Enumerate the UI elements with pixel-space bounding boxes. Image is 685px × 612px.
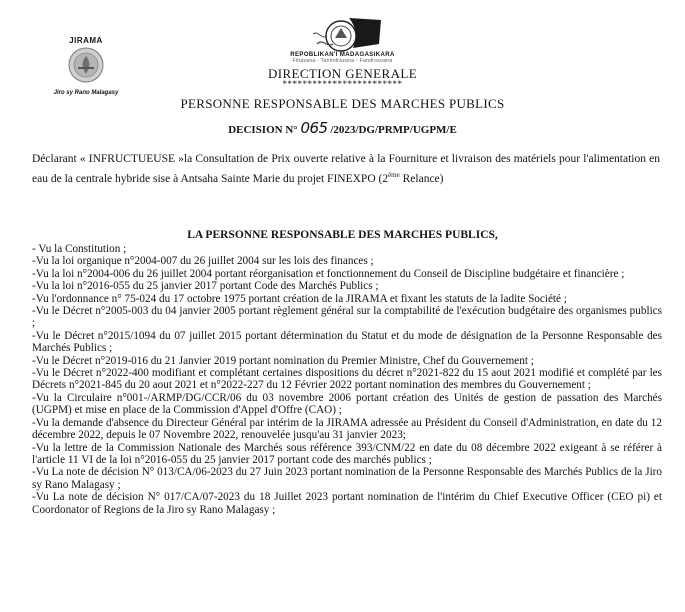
declarant-superscript: ème: [388, 171, 400, 179]
republic-seal-icon: [305, 14, 385, 56]
decision-number: 065: [300, 119, 328, 137]
authority-title: PERSONNE RESPONSABLE DES MARCHES PUBLICS: [180, 96, 505, 111]
direction-title: DIRECTION GENERALE: [267, 66, 418, 81]
decision-prefix: DECISION N°: [228, 124, 298, 136]
vu-item: -Vu le Décret n°2022-400 modifiant et complétant certaines dispositions du décret n°2021-822 du 15 aout 2021 modifié et complété par les Décrets n°2021-845 du 20 aout 2021 et n°2022-227 du 12 Février 2022 portant nomination des membres du Gouvernement ;: [32, 367, 662, 392]
vu-item: -Vu la loi organique n°2004-007 du 26 juillet 2004 sur les lois des finances ;: [32, 255, 374, 268]
vu-item: -Vu la loi n°2004-006 du 26 juillet 2004 portant réorganisation et fonctionnement du Conseil de Discipline budgétaire et financière ;: [32, 267, 625, 280]
jirama-logo-name: JIRAMA: [69, 36, 103, 45]
jirama-logo-tagline: Jiro sy Rano Malagasy: [53, 90, 119, 96]
declarant-tail: Relance): [399, 172, 444, 185]
vu-item: -Vu la Circulaire n°001-/ARMP/DG/CCR/06 du 03 novembre 2006 portant création des Unités de gestion de passation des Marchés (UGPM) et mise en place de la Commission d'Appel d'Offre (CAO) ;: [32, 391, 662, 417]
section-heading: LA PERSONNE RESPONSABLE DES MARCHES PUBLICS,: [187, 229, 498, 241]
vu-item: -Vu La note de décision N° 017/CA/07-2023 du 18 Juillet 2023 portant nomination de l'intérim du Chief Executive Officer (CEO pi) et Coordonator of Regions de la Jiro sy Rano Malagasy ;: [32, 491, 662, 516]
decision-reference: [0, 119, 685, 137]
vu-item: -Vu la demande d'absence du Directeur Général par intérim de la JIRAMA adressée au Président du Conseil d'Administration, en date du 12 décembre 2022, depuis le 07 Novembre 2022, renouvelée jusqu'au 31 janvier 2023;: [32, 416, 662, 442]
declarant-paragraph: [32, 151, 660, 187]
republic-name: REPOBLIKAN'I MADAGASIKARA: [290, 52, 395, 58]
declarant-text: Déclarant « INFRUCTUEUSE »la Consultation de Prix ouverte relative à la Fourniture et livraison des matériels pour l'alimentation en eau de la centrale hybride sise à Antsaha Sainte Marie du projet FINEXPO (2: [32, 153, 660, 185]
vu-item: -Vu la lettre de la Commission Nationale des Marchés sous référence 393/CNM/22 en date du 08 décembre 2022 exigeant à se référer à l'article 11 VI de la loi n°2016-055 du 25 janvier 2017 portant code des marchés publics ;: [32, 441, 662, 466]
vu-item: - Vu la Constitution ;: [32, 243, 127, 255]
vu-item: -Vu la loi n°2016-055 du 25 janvier 2017 portant Code des Marchés Publics ;: [32, 280, 379, 293]
republic-motto: Fitiavana - Tanindrazana - Fandrosoana: [292, 58, 393, 64]
star-divider: ************************: [282, 79, 403, 89]
vu-item: -Vu l'ordonnance n° 75-024 du 17 octobre 1975 portant création de la JIRAMA et fixant les statuts de la ladite Société ;: [32, 292, 567, 305]
vu-item: -Vu La note de décision N° 013/CA/06-2023 du 27 Juin 2023 portant nomination de la Personne Responsable des Marchés Publics de la Jiro sy Rano Malagasy ;: [32, 466, 662, 491]
decision-suffix: /2023/DG/PRMP/UGPM/E: [330, 124, 457, 136]
vu-item: -Vu le Décret n°2019-016 du 21 Janvier 2019 portant nomination du Premier Ministre, Chef du Gouvernement ;: [32, 354, 534, 367]
vu-item: -Vu le Décret n°2005-003 du 04 janvier 2005 portant règlement général sur la comptabilité de l'exécution budgétaire des organismes publics ;: [32, 305, 662, 330]
vu-item: -Vu le Décret n°2015/1094 du 07 juillet 2015 portant détermination du Statut et du mode de désignation de la Personne Responsable des Marchés Publics ;: [32, 329, 662, 355]
vu-list: [32, 243, 662, 516]
